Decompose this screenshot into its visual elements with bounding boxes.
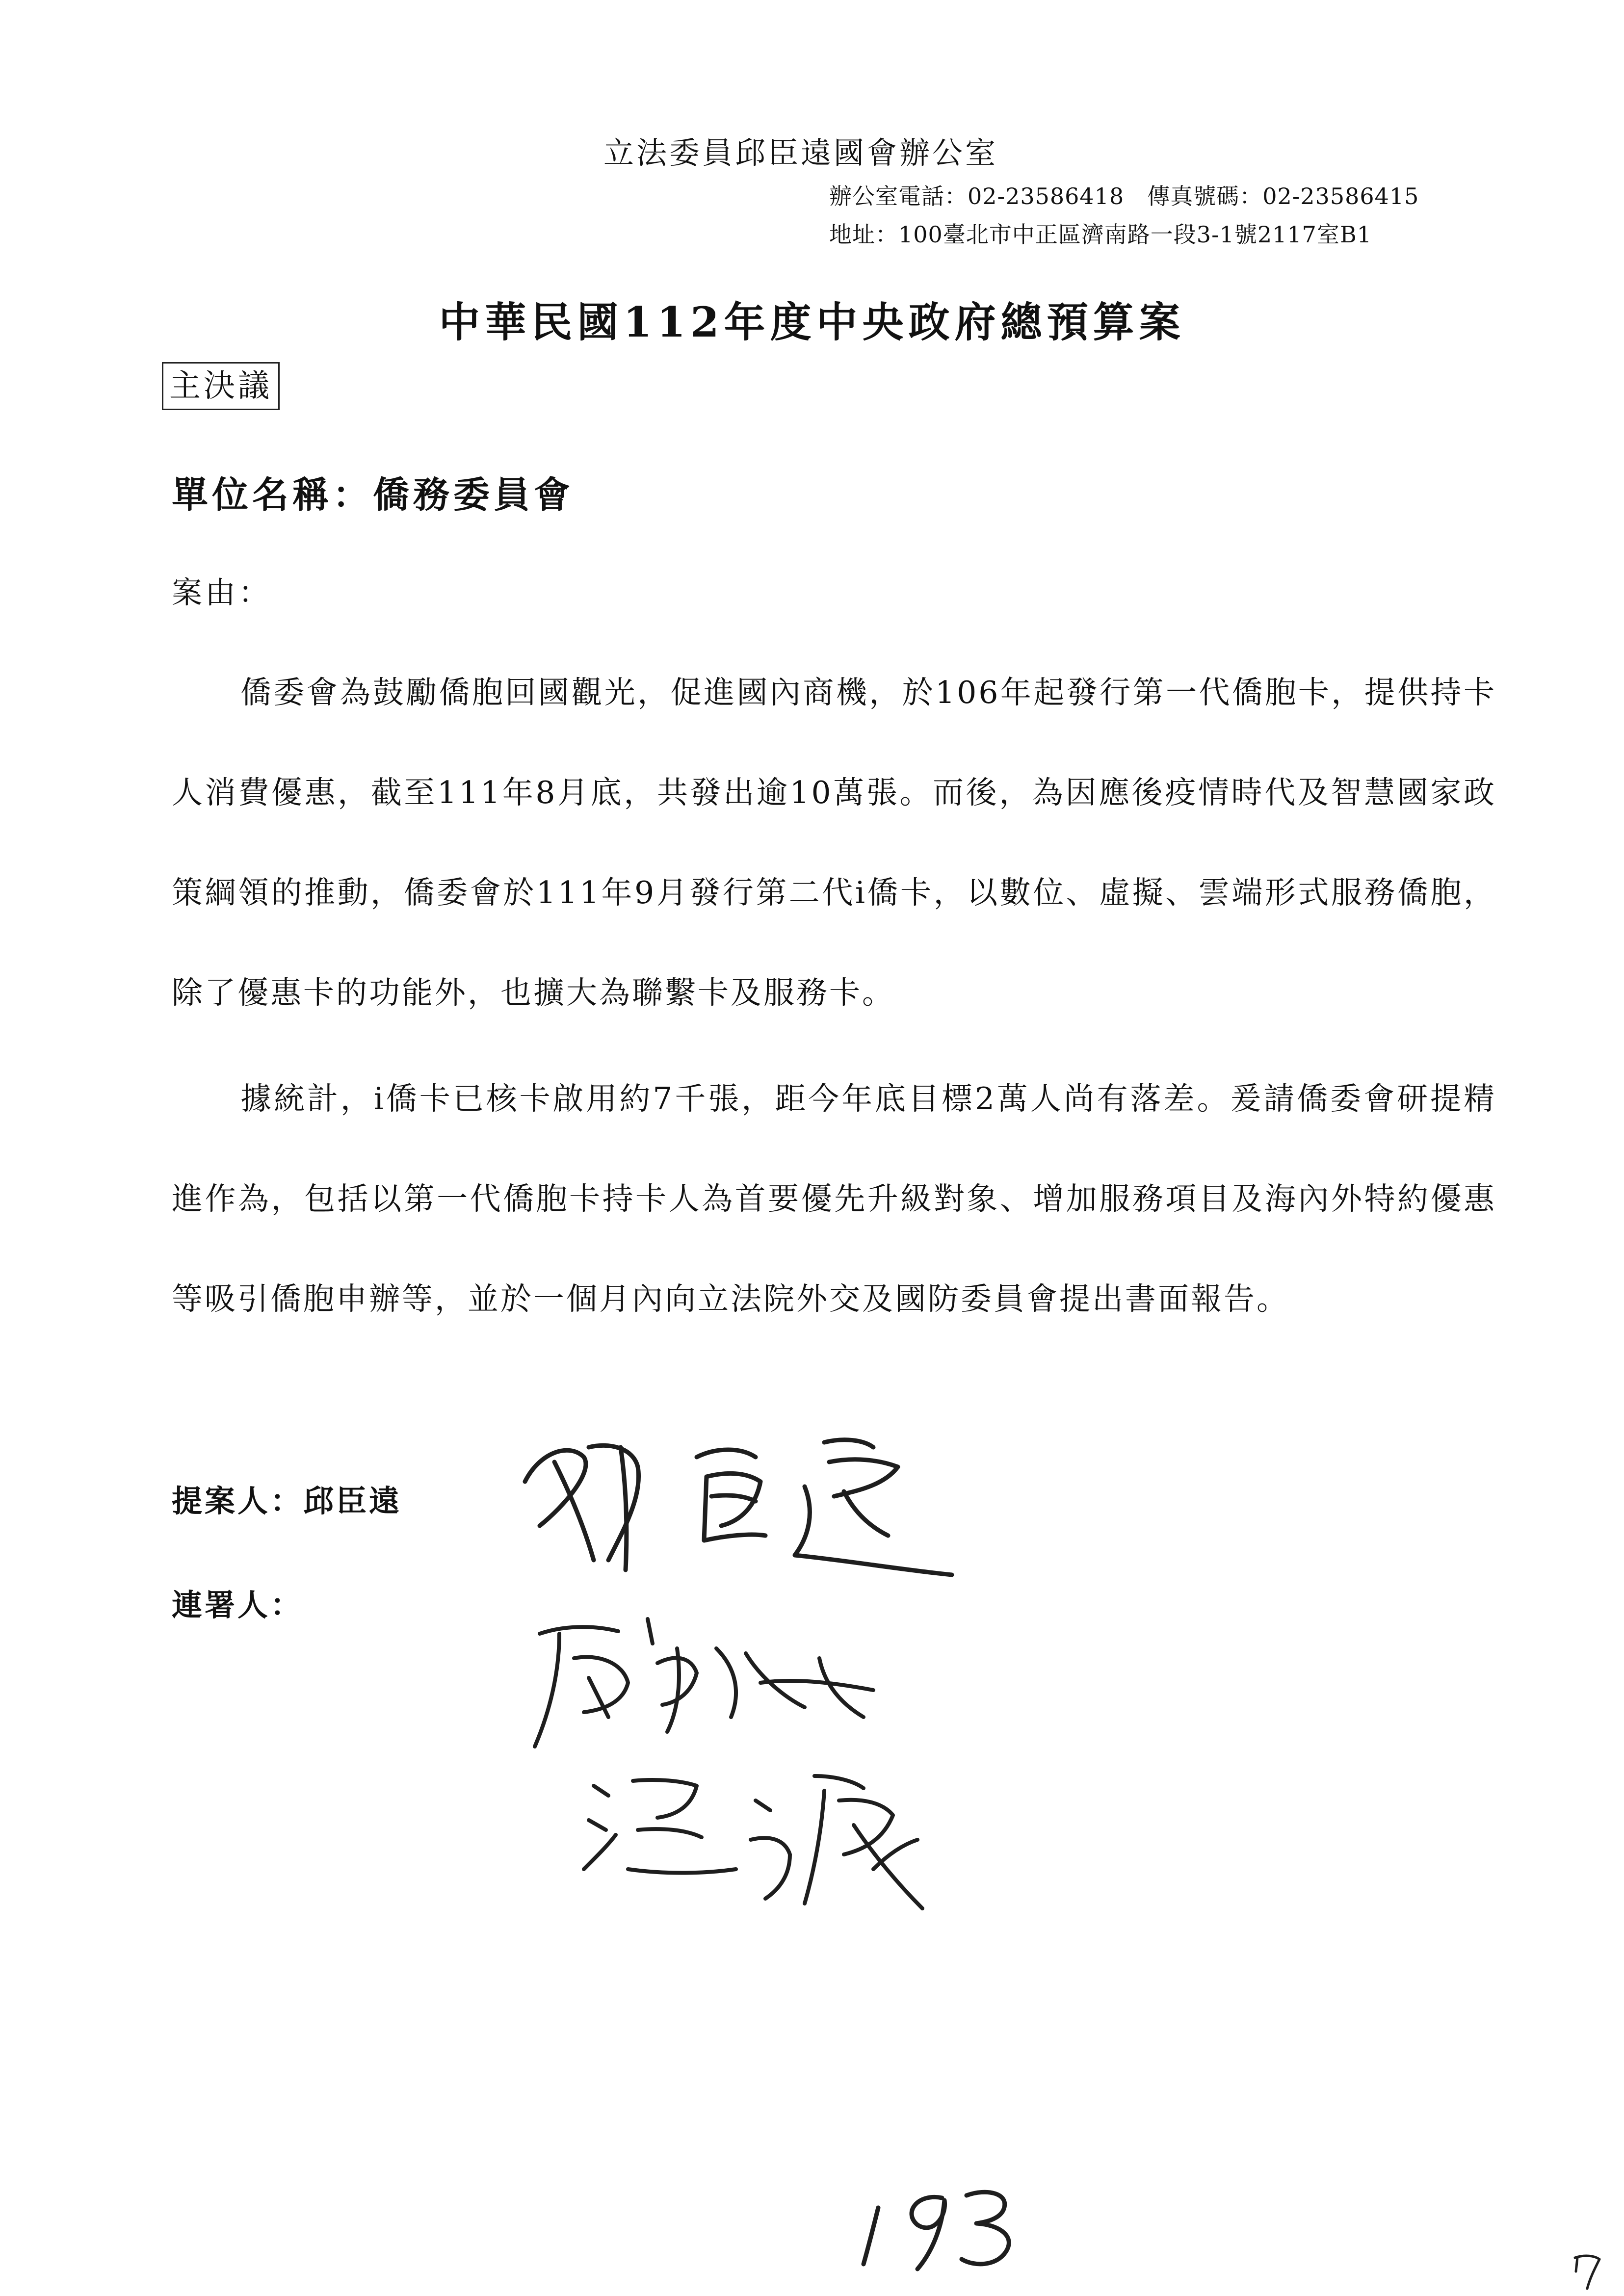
proposer-signature [510,1413,962,1580]
case-paragraph-1: 僑委會為鼓勵僑胞回國觀光，促進國內商機，於106年起發行第一代僑胞卡，提供持卡人消費優惠，截至111年8月底，共發出逾10萬張。而後，為因應後疫情時代及智慧國家政策綱領的推動，僑委會於111年9月發行第二代i僑卡，以數位、虛擬、雲端形式服務僑胞，除了優惠卡的功能外，也擴大為聯繫卡及服務卡。 [172,675,1496,1011]
office-phone-fax: 辦公室電話：02-23586418 傳真號碼：02-23586415 [829,183,1419,209]
case-label: 案由： [172,574,272,610]
case-paragraph-2: 據統計，i僑卡已核卡啟用約7千張，距今年底目標2萬人尚有落差。爰請僑委會研提精進作為，包括以第一代僑胞卡持卡人為首要優先升級對象、增加服務項目及海內外特約優惠等吸引僑胞申辦等，並於一個月內向立法院外交及國防委員會提出書面報告。 [172,1081,1496,1317]
page-number [859,2178,1021,2271]
proposer-line: 提案人：邱臣遠 [172,1483,402,1519]
margin-mark [1570,2252,1604,2291]
document-title: 中華民國112年度中央政府總預算案 [439,298,1185,346]
unit-name: 單位名稱：僑務委員會 [172,474,574,516]
office-name: 立法委員邱臣遠國會辦公室 [603,135,998,171]
motion-type-box: 主決議 [162,362,280,410]
cosigner-signature-2 [579,1756,952,1913]
office-address: 地址：100臺北市中正區濟南路一段3-1號2117室B1 [829,221,1372,248]
cosigner-signature-1 [530,1604,883,1751]
cosigner-label: 連署人： [172,1587,304,1623]
